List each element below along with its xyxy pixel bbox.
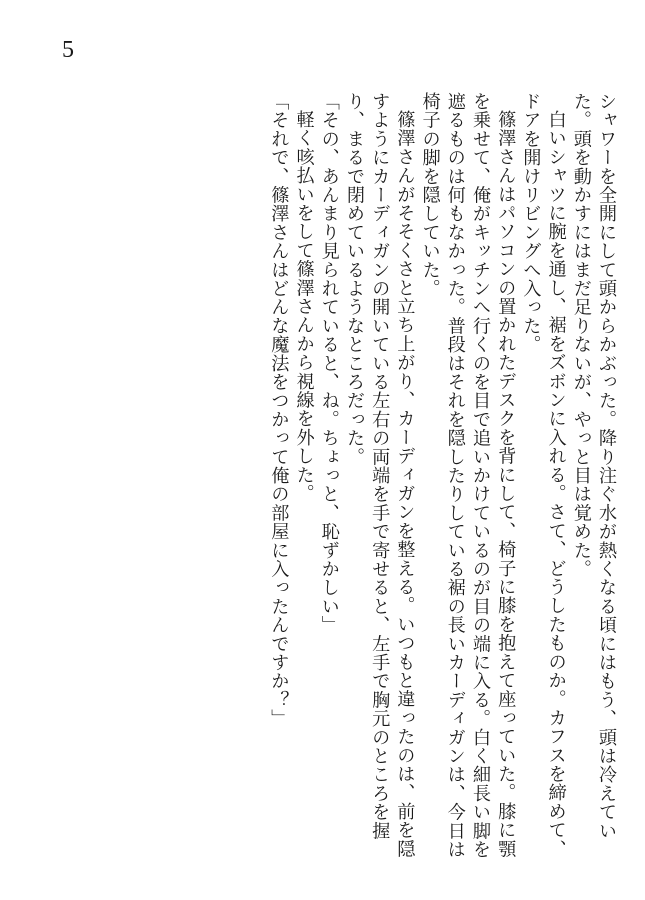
- body-text: [266, 92, 619, 872]
- paragraph: 篠澤さんがそそくさと立ち上がり、カーディガンを整える。いつもと違ったのは、前を隠すようにカーディガンの開いている左右の両端を手で寄せると、左手で胸元のところを握り、まるで閉めているようなところだった。: [343, 92, 416, 859]
- paragraph: 軽く咳払いをして篠澤さんから視線を外した。: [293, 110, 315, 503]
- paragraph: 篠澤さんはパソコンの置かれたデスクを背にして、椅子に膝を抱えて座っていた。膝に顎を乗せて、俺がキッチンへ行くのを目で追いかけているのが目の端に入る。白く細長い脚を遮るものは何もなかった。普段はそれを隠したりしている裾の長いカーディガンは、今日は椅子の脚を隠していた。: [419, 92, 517, 859]
- page-number: 5: [62, 37, 74, 63]
- dialogue-line: 「それで、篠澤さんはどんな魔法をつかって俺の部屋に入ったんですか？」: [268, 92, 290, 728]
- paragraph: 白いシャツに腕を通し、裾をズボンに入れる。さて、どうしたものか。カフスを締めて、ドアを開けリビングへ入った。: [520, 92, 567, 859]
- paragraph: シャワーを全開にして頭からかぶった。降り注ぐ水が熱くなる頃にはもう、頭は冷えていた。頭を動かすにはまだ足りないが、やっと目は覚めた。: [570, 92, 617, 840]
- dialogue-line: 「その、あんまり見られていると、ね。ちょっと、恥ずかしい」: [318, 92, 340, 635]
